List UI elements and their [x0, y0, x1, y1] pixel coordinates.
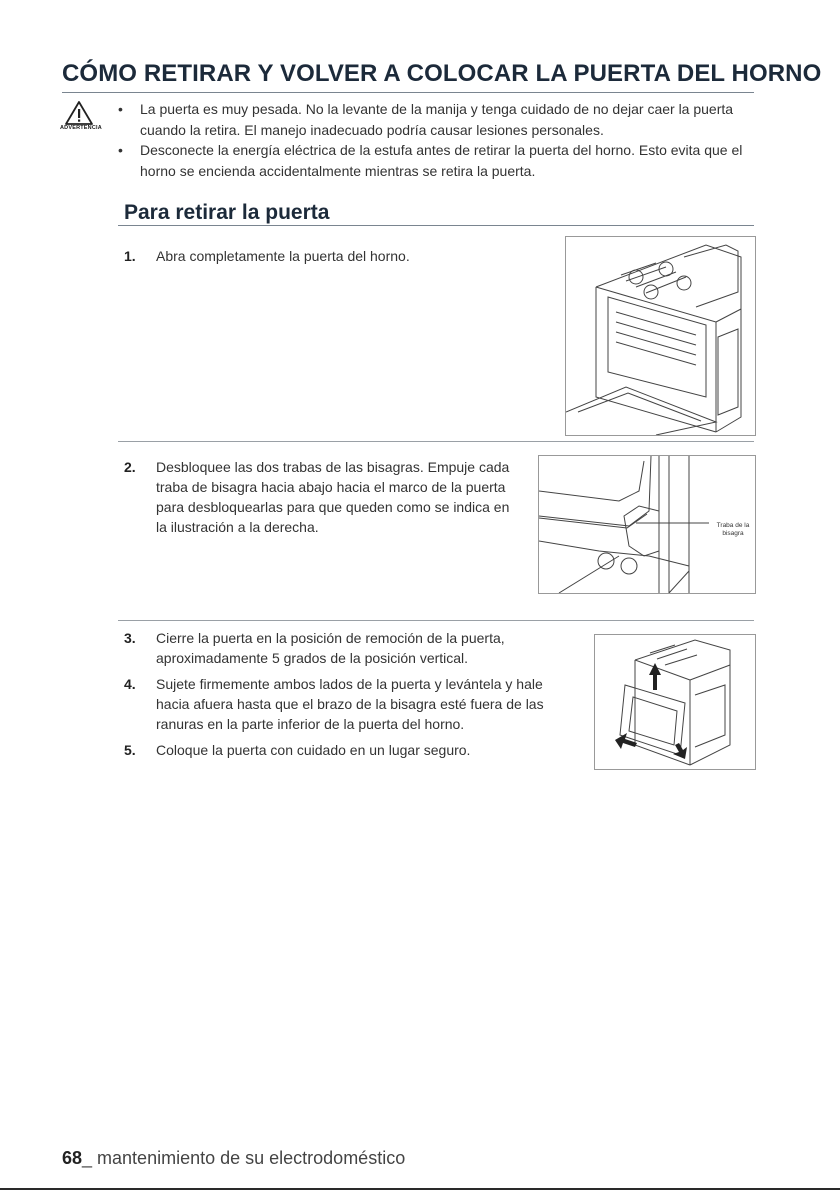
step-text: Cierre la puerta en la posición de remoción de la puerta, aproximadamente 5 grados de la posición vertical.: [156, 630, 505, 666]
step-divider: [118, 620, 754, 621]
page-footer: [62, 1148, 405, 1169]
step-text: Desbloquee las dos trabas de las bisagras. Empuje cada traba de bisagra hacia abajo hacia el marco de la puerta para desbloquearlas para que queden como se indica en la ilustración a la derecha.: [156, 459, 510, 535]
section-subheading: Para retirar la puerta: [124, 201, 330, 224]
hinge-lock-callout: Traba de la bisagra: [716, 522, 750, 537]
step-text: Sujete firmemente ambos lados de la puerta y levántela y hale hacia afuera hasta que el brazo de la bisagra esté fuera de las ranuras en la parte inferior de la puerta del horno.: [156, 676, 544, 732]
page-number: 68: [62, 1148, 83, 1168]
step-number: 1.: [124, 248, 136, 264]
step-text: Coloque la puerta con cuidado en un lugar seguro.: [156, 742, 471, 758]
step-5: [124, 740, 564, 760]
door-removal-illustration: [594, 634, 756, 770]
bottom-border: [0, 1188, 840, 1190]
step-1: [124, 246, 534, 266]
oven-door-open-illustration: [565, 236, 756, 436]
footer-text: _ mantenimiento de su electrodoméstico: [82, 1148, 406, 1168]
step-2: [124, 457, 519, 537]
warning-triangle-icon: [64, 100, 94, 126]
title-divider: [62, 92, 754, 93]
step-number: 3.: [124, 630, 136, 646]
warning-bullet: • La puerta es muy pesada. No la levante de la manija y tenga cuidado de no dejar caer la puerta cuando la retira. El manejo inadecuado podría causar lesiones personales.: [118, 99, 758, 140]
step-number: 5.: [124, 742, 136, 758]
step-number: 2.: [124, 459, 136, 475]
warning-list: [118, 99, 758, 181]
warning-label: ADVERTENCIA: [60, 125, 102, 131]
page-title: CÓMO RETIRAR Y VOLVER A COLOCAR LA PUERTA DEL HORNO: [62, 60, 822, 87]
warning-bullet: • Desconecte la energía eléctrica de la estufa antes de retirar la puerta del horno. Esto evita que el horno se encienda accidentalmente mientras se retira la puerta.: [118, 140, 758, 181]
subheading-divider: [118, 225, 754, 226]
step-3: [124, 628, 564, 668]
step-text: Abra completamente la puerta del horno.: [156, 248, 410, 264]
step-divider: [118, 441, 754, 442]
step-number: 4.: [124, 676, 136, 692]
step-4: [124, 674, 564, 734]
